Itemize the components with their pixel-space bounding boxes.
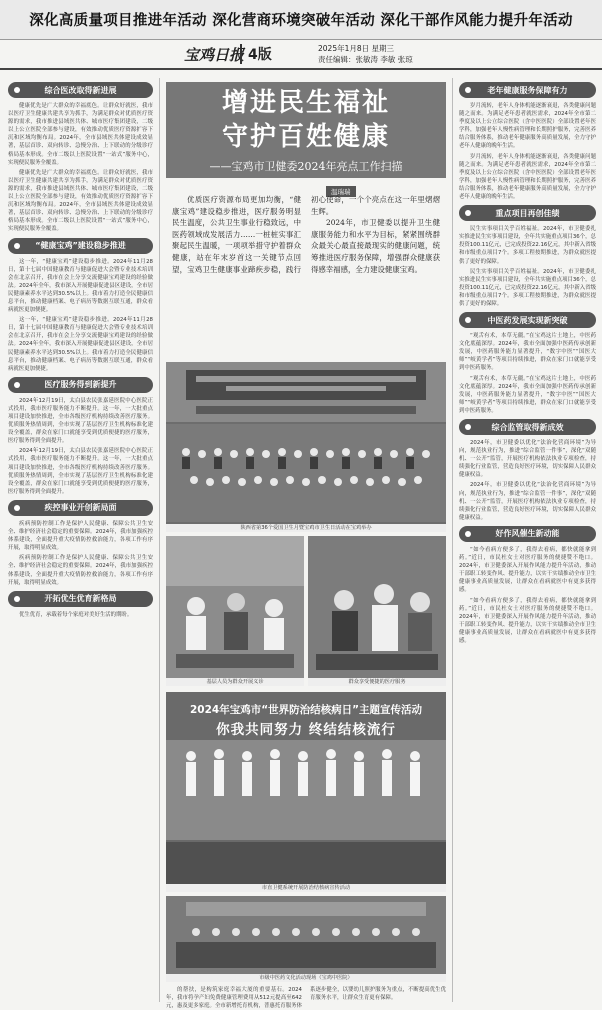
section-heading: 综合医改取得新进展 [8, 82, 153, 98]
page-number: 4版 [240, 44, 272, 64]
bottom-text [166, 986, 446, 1010]
right-column [452, 78, 596, 1002]
byline: 温瑞瑞 [326, 186, 356, 197]
section-heading: 中医药发展实现新突破 [459, 312, 596, 328]
section-text: “观舌有术，本草无疆。”在宝鸡这片土地上，中医药文化底蕴深厚。2024年，我市全面加强中医药传承创新发展，中医药服务能力显著提升，“数字中医”“国医大师”“岐黄学者”等项目持续推进，群众在家门口就能享受到中医药服务。 [459, 333, 596, 372]
section-heading: “健康宝鸡”建设稳步推进 [8, 238, 153, 254]
section-text: “如今看病方便多了，我得去看病，都快就能拿到药。”近日，市民杜女士对医疗服务的便捷赞不绝口。2024年，市卫健委深入开展作风能力提升年活动，推动干部职工转变作风、提升能力，以实干实绩推动全市卫生健康事业高质量发展，让群众在看病就医中有更多获得感。 [459, 546, 596, 594]
masthead [0, 40, 602, 70]
section-text: “观舌有术，本草无疆。”在宝鸡这片土地上，中医药文化底蕴深厚。2024年，我市全面加强中医药传承创新发展，中医药服务能力显著提升，“数字中医”“国医大师”“岐黄学者”等项目持续推进，群众在家门口就能享受到中医药服务。 [459, 375, 596, 414]
masthead-meta [318, 43, 413, 65]
editors: 责任编辑：张敏涛 李敏 张琼 [318, 55, 413, 64]
section-text: 疾病预防控制工作是保护人民健康、保障公共卫生安全、维护经济社会稳定的重要保障。2024年，我市加强疾控体系建设，全面提升重大疫情防控救治能力，各项工作有序开展，取得明显成效。 [8, 520, 153, 552]
section-text: 2024年12月19日，太白县农民张嘉延医院中心医院正式投用，我市医疗服务能力不断提升。这一年，一大批重点项目建设加快推进，全市各级医疗机构持续改善医疗服务。优质服务热情周到，全市实现了基层医疗卫生机构标准化建设全覆盖，群众在家门口就能享受到优质便捷的医疗服务，医疗服务得到全面提升。 [8, 397, 153, 445]
headline-box [166, 82, 446, 178]
intro-text [172, 194, 440, 354]
section-text: 岁月流转，老年人身体机能逐渐衰退，各类健康问题随之而来。为满足老年患者就医需求，2024年全市第二季度及以上公立综合医院（含中医医院）全部设置老年医学科，加强老年人慢性病管理和长期照护服务，完善医养结合服务体系，推动老年健康服务高质量发展，全力守护老年人健康的晚年生活。 [459, 153, 596, 201]
left-column [8, 78, 160, 1002]
photo-caption: 陕西省第36个爱国卫生月暨宝鸡市卫生日活动在宝鸡举办 [166, 524, 446, 532]
headline-subtitle: ——宝鸡市卫健委2024年亮点工作扫描 [209, 160, 403, 173]
campaign-banner [0, 0, 602, 40]
photo-clinic [166, 536, 304, 686]
section-text: 民生实事项目关乎百姓福祉。2024年，市卫健委扎实推进民生实事项目建设，全年共实施重点项目36个，总投资100.11亿元，已完成投资22.16亿元，其中新入省级和市级重点项目7个。多项工程按期推进，为群众就医提供了更好的保障。 [459, 226, 596, 265]
section-heading: 疾控事业开创新局面 [8, 500, 153, 516]
headline-line2: 守护百姓健康 [221, 122, 390, 152]
section-heading: 好作风催生新动能 [459, 526, 596, 542]
ceremony-image [166, 362, 446, 532]
campaign-slogan: 你我共同努力 终结结核流行 [216, 722, 396, 738]
center-feature [166, 78, 446, 1010]
photo-ceremony [166, 362, 446, 532]
section-heading: 开拓优生优育新格局 [8, 591, 153, 607]
intro-paragraph: 2024年，市卫健委以提升卫生健康服务能力和水平为目标，紧紧围绕群众最关心最直接最现实的健康问题，统筹推进医疗服务保障，增强群众健康获得感幸福感，全力建设健康宝鸡。 [311, 218, 440, 274]
section-text: 优生优育，承载着每个家庭对美好生活的期盼。 [19, 611, 133, 618]
section-heading: 重点项目再创佳绩 [459, 205, 596, 221]
photo-caption: 市级中医药文化活动现场（宝鸡中医院） [166, 974, 446, 982]
section-text: 2024年，市卫健委以优化“法治化营商环境”为导向，规范执业行为，推进“综合监管一件事”，深化“双随机、一公开”监管，开展医疗机构依法执业专项检查，持续强化行业监管，营造良好医疗环境，切实保障人民群众健康权益。 [459, 482, 596, 521]
section-text: “如今看病方便多了，我得去看病，都快就能拿到药。”近日，市民杜女士对医疗服务的便捷赞不绝口。2024年，市卫健委深入开展作风能力提升年活动，推动干部职工转变作风、提升能力，以实干实绩推动全市卫生健康事业高质量发展，让群众在看病就医中有更多获得感。 [459, 597, 596, 644]
photo-caption: 市直卫健系统开展防治结核病宣传活动 [166, 884, 446, 892]
photo-service [308, 536, 446, 686]
section-text: 岁月流转，老年人身体机能逐渐衰退，各类健康问题随之而来。为满足老年患者就医需求，2024年全市第二季度及以上公立综合医院（含中医医院）全部设置老年医学科，加强老年人慢性病管理和长期照护服务，完善医养结合服务体系，推动老年健康服务高质量发展，全力守护老年人健康的晚年生活。 [459, 103, 596, 150]
section-text: 健康优先是广大群众的幸福底色。让群众好就医，我市以医疗卫生健康共建共享为抓手，为满足群众对优质医疗资源的需求，我市推进县域医共体、城市医疗集团建设，二级以上公立医院全部参与建设，有效推动优质医疗资源扩容下沉和区域均衡布局。2024年，全市县域医共体建设成效显著，基层首诊、双向转诊、急慢分治、上下联动的分级诊疗格局基本形成。全市二级以上医院设置“一站式”服务中心，实现便民服务全覆盖。 [8, 169, 153, 233]
section-text: 2024年12月19日，太白县农民张嘉延医院中心医院正式投用，我市医疗服务能力不断提升。这一年，一大批重点项目建设加快推进，全市各级医疗机构持续改善医疗服务。优质服务热情周到，全市实现了基层医疗卫生机构标准化建设全覆盖，群众在家门口就能享受到优质便捷的医疗服务，医疗服务得到全面提升。 [8, 448, 153, 495]
group-image [166, 896, 446, 982]
section-text: 这一年，“健康宝鸡”建设稳步推进。2024年11月28日，第十七届中国健康教育与健康促进大会暨专业技术培训会在北京召开，我市在会上分享交流健康宝鸡建设的经验做法。2024年全年，我市深入开展健康促进县区建设，全市居民健康素养水平达到30.5%以上。我市着力打造全民健康信息平台，推动健康档案、电子病历等数据互联互通，群众看病就医更加便捷。 [8, 317, 153, 372]
clinic-image [166, 536, 304, 686]
newspaper-logo: 宝鸡日报 [184, 46, 245, 64]
photo-group [166, 896, 446, 982]
photo-caption: 基层人员为群众开展义诊 [166, 678, 304, 686]
intro-paragraph: 优质医疗资源布局更加均衡，“健康宝鸡”建设稳步推进，医疗服务明显民生温度，公共卫生事业行稳致远，中医药领域成发展活力……一桩桩实事汇聚起民生温暖，一项项举措守护着群众健康，站在年末岁首这一关键节点回望，宝鸡卫生健康事业蹄疾步稳，践行初心使命，一个个亮点在这一年里熠熠生辉。 [172, 195, 440, 274]
headline-line1: 增进民生福祉 [221, 88, 390, 118]
service-image [308, 536, 446, 686]
section-text: 民生实事项目关乎百姓福祉。2024年，市卫健委扎实推进民生实事项目建设，全年共实施重点项目36个，总投资100.11亿元，已完成投资22.16亿元，其中新入省级和市级重点项目7个。多项工程按期推进，为群众就医提供了更好的保障。 [459, 268, 596, 307]
photo-campaign [166, 692, 446, 892]
section-text: 这一年，“健康宝鸡”建设稳步推进。2024年11月28日，第十七届中国健康教育与健康促进大会暨专业技术培训会在北京召开，我市在会上分享交流健康宝鸡建设的经验做法。2024年全年，我市深入开展健康促进县区建设，全市居民健康素养水平达到30.5%以上。我市着力打造全民健康信息平台，推动健康档案、电子病历等数据互联互通，群众看病就医更加便捷。 [8, 258, 153, 314]
section-text: 2024年，市卫健委以优化“法治化营商环境”为导向，规范执业行为，推进“综合监管一件事”，深化“双随机、一公开”监管，开展医疗机构依法执业专项检查，持续强化行业监管，营造良好医疗环境，切实保障人民群众健康权益。 [459, 440, 596, 479]
banner-text: 深化高质量项目推进年活动 深化营商环境突破年活动 深化干部作风能力提升年活动 [29, 12, 573, 29]
bottom-paragraph: 的帮扶，是构筑家庭幸福大厦的重要基石。2024年，我市将孕产妇免费健康管理费用从512元提高至642元，惠及更多家庭。全市新增托育机构，普惠托育服务体系逐步健全，以婴幼儿照护服务为重点，不断提高优生优育服务水平，让群众生育更有保障。 [166, 987, 446, 1010]
section-heading: 综合监管取得新成效 [459, 419, 596, 435]
section-text: 疾病预防控制工作是保护人民健康、保障公共卫生安全、维护经济社会稳定的重要保障。2024年，我市加强疾控体系建设，全面提升重大疫情防控救治能力，各项工作有序开展，取得明显成效。 [8, 555, 153, 586]
section-heading: 老年健康服务保障有力 [459, 82, 596, 98]
issue-date: 2025年1月8日 星期三 [318, 44, 395, 53]
photo-caption: 群众享受便捷的医疗服务 [308, 678, 446, 686]
section-heading: 医疗服务得到新提升 [8, 377, 153, 393]
campaign-title: 2024年宝鸡市“世界防治结核病日”主题宣传活动 [189, 704, 423, 716]
section-text: 健康优先是广大群众的幸福底色。让群众好就医，我市以医疗卫生健康共建共享为抓手，为满足群众对优质医疗资源的需求，我市推进县域医共体、城市医疗集团建设，二级以上公立医院全部参与建设，有效推动优质医疗资源扩容下沉和区域均衡布局。2024年，全市县域医共体建设成效显著，基层首诊、双向转诊、急慢分治、上下联动的分级诊疗格局基本形成。全市二级以上医院设置“一站式”服务中心，实现便民服务全覆盖。 [8, 103, 153, 166]
